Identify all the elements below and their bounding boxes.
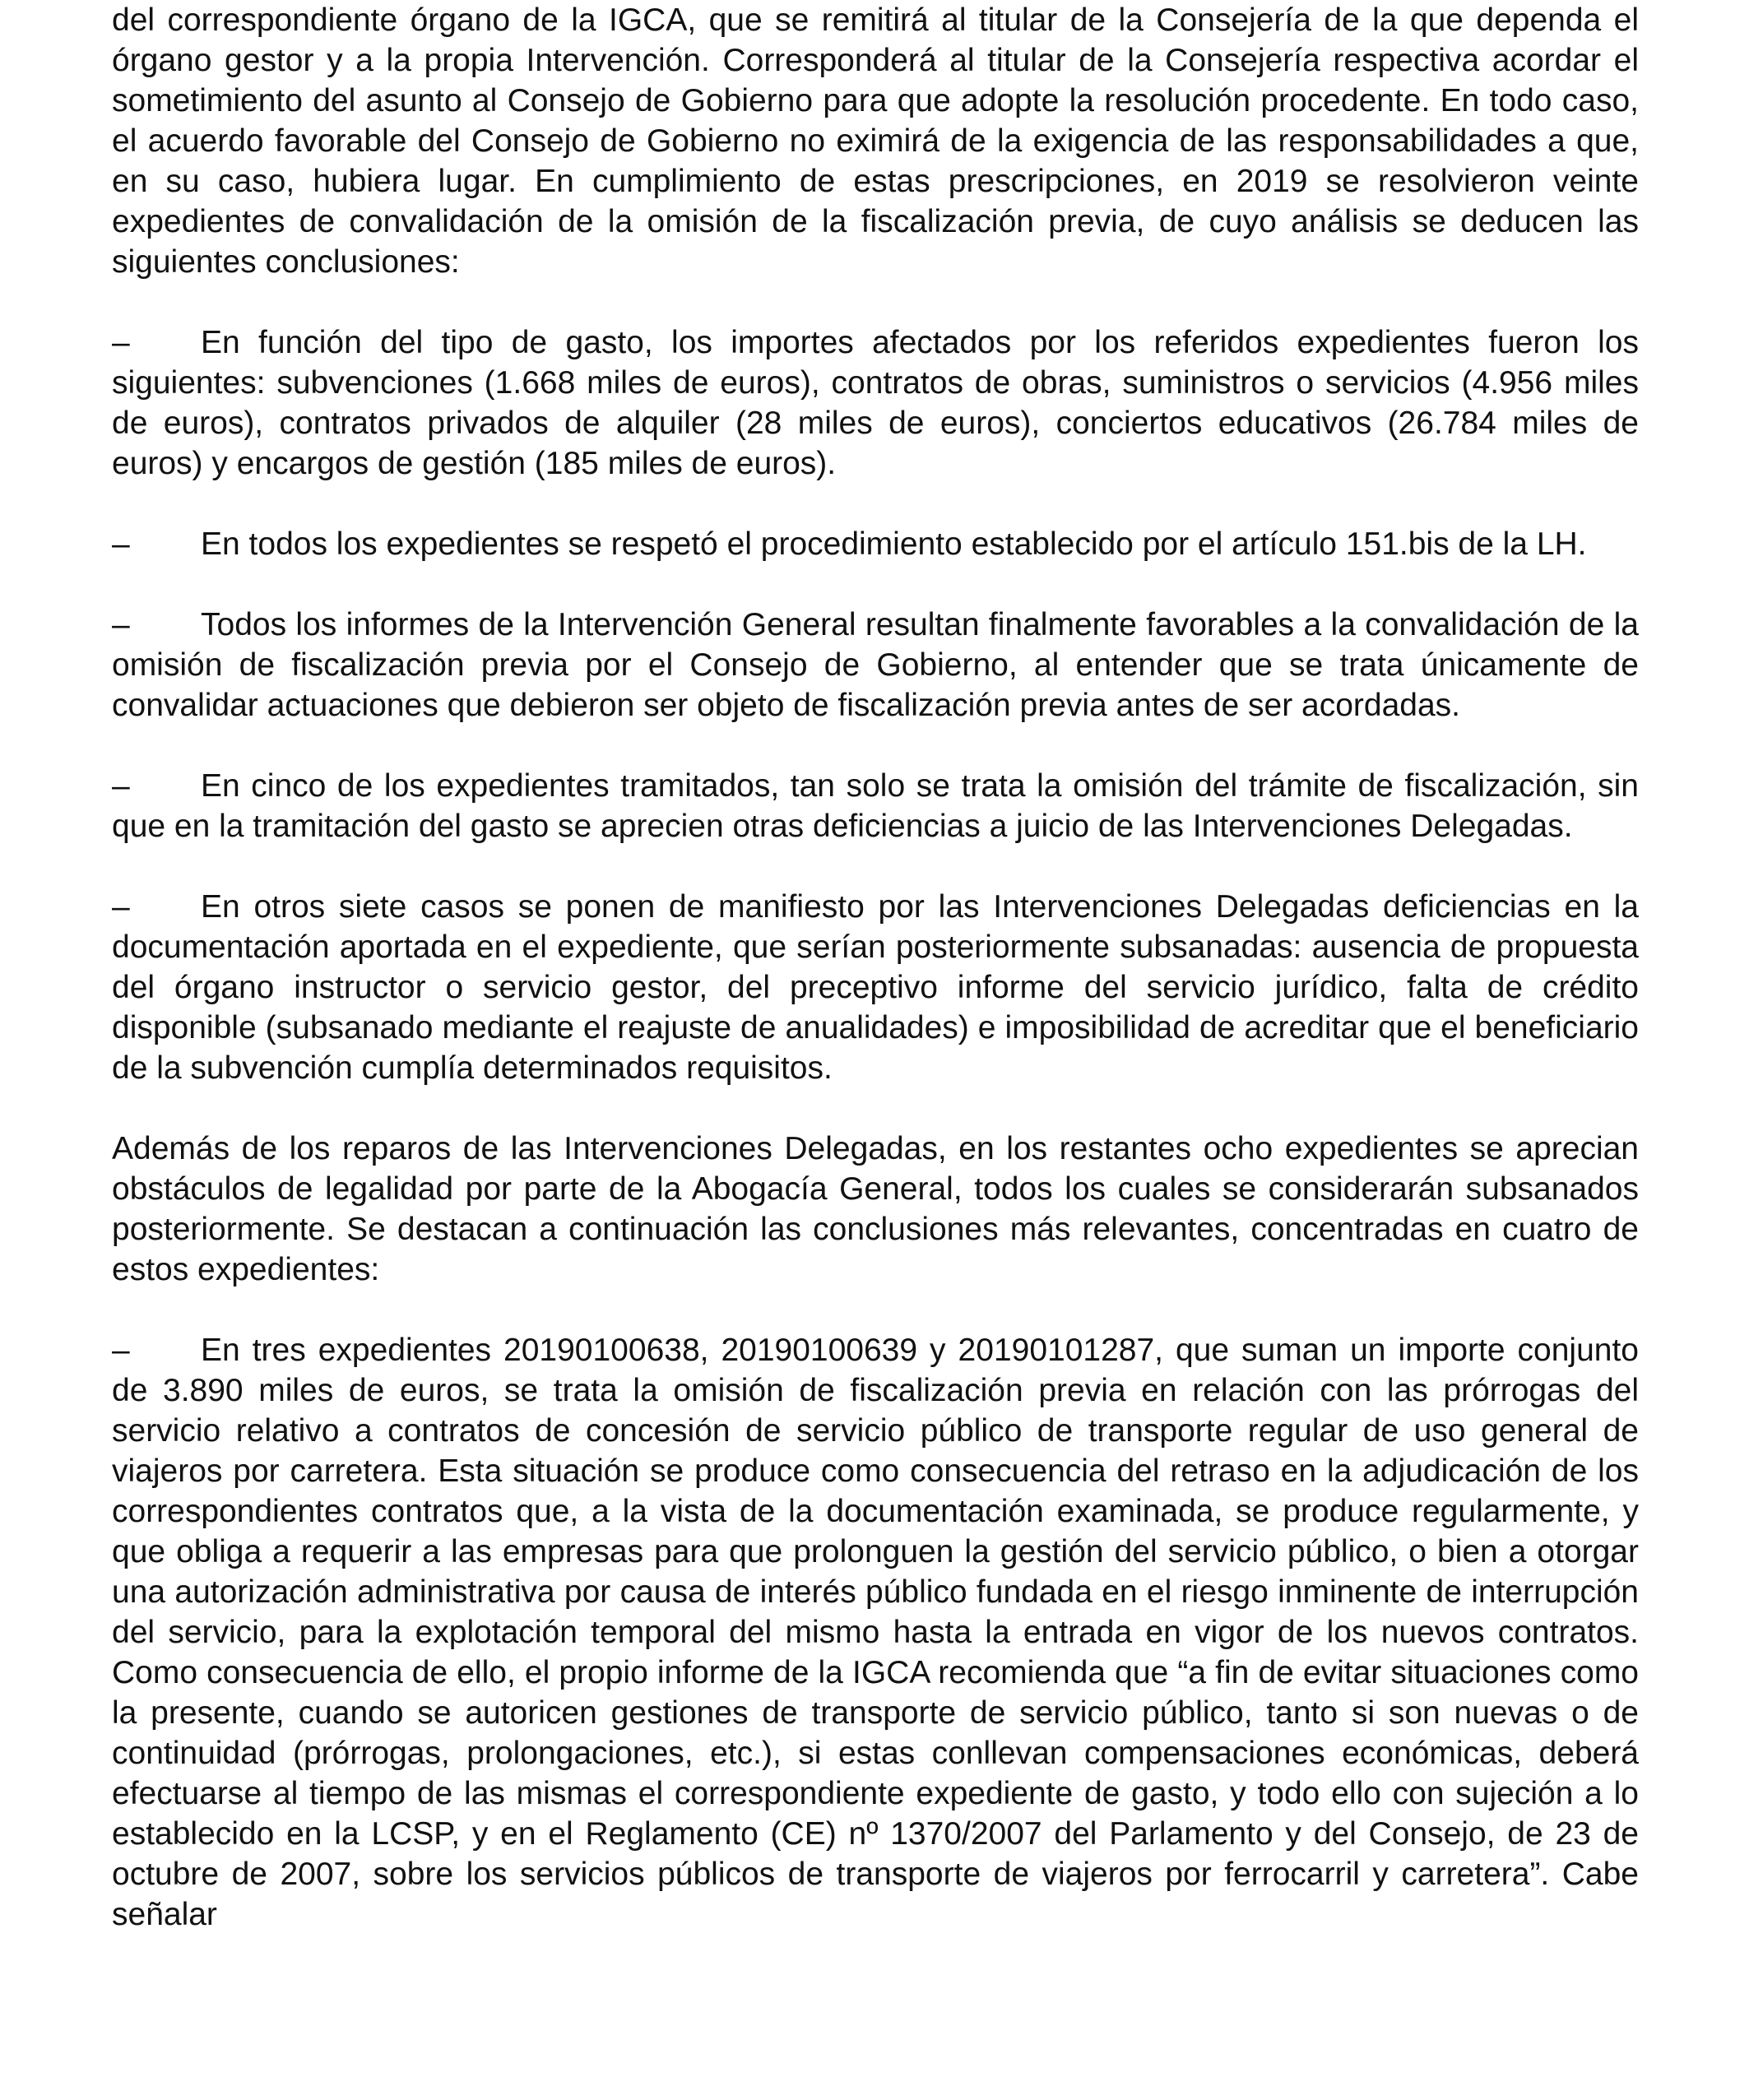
list-item-text: En todos los expedientes se respetó el procedimiento establecido por el artículo 151.bis de la LH. bbox=[201, 526, 1587, 562]
dash-bullet-icon: – bbox=[112, 768, 130, 804]
list-item bbox=[112, 322, 1639, 484]
intro-paragraph: del correspondiente órgano de la IGCA, que se remitirá al titular de la Consejería de la que dependa el órgano gestor y a la propia Intervención. Corresponderá al titular de la Consejería respectiva acordar el sometimiento del asunto al Consejo de Gobierno para que adopte la resolución procedente. En todo caso, el acuerdo favorable del Consejo de Gobierno no eximirá de la exigencia de las responsabilidades a que, en su caso, hubiera lugar. En cumplimiento de estas prescripciones, en 2019 se resolvieron veinte expedientes de convalidación de la omisión de la fiscalización previa, de cuyo análisis se deducen las siguientes conclusiones: bbox=[112, 2, 1639, 280]
dash-bullet-icon: – bbox=[112, 889, 130, 925]
list-item-text: En otros siete casos se ponen de manifiesto por las Intervenciones Delegadas deficiencias en la documentación aportada en el expediente, que serían posteriormente subsanadas: ausencia de propuesta del órgano instructor o servicio gestor, del preceptivo informe del servicio jurídico, falta de crédito disponible (subsanado mediante el reajuste de anualidades) e imposibilidad de acreditar que el beneficiario de la subvención cumplía determinados requisitos. bbox=[112, 889, 1639, 1086]
list-item bbox=[112, 766, 1639, 846]
document-page bbox=[112, 0, 1639, 1935]
dash-bullet-icon: – bbox=[112, 325, 130, 360]
list-item bbox=[112, 524, 1639, 564]
list-item-text: Todos los informes de la Intervención General resultan finalmente favorables a la convalidación de la omisión de fiscalización previa por el Consejo de Gobierno, al entender que se trata únicamente de convalidar actuaciones que debieron ser objeto de fiscalización previa antes de ser acordadas. bbox=[112, 607, 1639, 723]
list-item bbox=[112, 605, 1639, 725]
dash-bullet-icon: – bbox=[112, 526, 130, 562]
body-paragraph: Además de los reparos de las Intervenciones Delegadas, en los restantes ocho expedientes se aprecian obstáculos de legalidad por parte de la Abogacía General, todos los cuales se considerarán subsanados posteriormente. Se destacan a continuación las conclusiones más relevantes, concentradas en cuatro de estos expedientes: bbox=[112, 1131, 1639, 1287]
list-item-text: En función del tipo de gasto, los importes afectados por los referidos expedientes fueron los siguientes: subvenciones (1.668 miles de euros), contratos de obras, suministros o servicios (4.956 miles de euros), contratos privados de alquiler (28 miles de euros), conciertos educativos (26.784 miles de euros) y encargos de gestión (185 miles de euros). bbox=[112, 325, 1639, 481]
dash-bullet-icon: – bbox=[112, 607, 130, 642]
list-item bbox=[112, 887, 1639, 1088]
dash-bullet-icon: – bbox=[112, 1333, 130, 1368]
list-item-text: En tres expedientes 20190100638, 20190100639 y 20190101287, que suman un importe conjunto de 3.890 miles de euros, se trata la omisión de fiscalización previa en relación con las prórrogas del servicio relativo a contratos de concesión de servicio público de transporte regular de uso general de viajeros por carretera. Esta situación se produce como consecuencia del retraso en la adjudicación de los correspondientes contratos que, a la vista de la documentación examinada, se produce regularmente, y que obliga a requerir a las empresas para que prolonguen la gestión del servicio público, o bien a otorgar una autorización administrativa por causa de interés público fundada en el riesgo inminente de interrupción del servicio, para la explotación temporal del mismo hasta la entrada en vigor de los nuevos contratos. Como consecuencia de ello, el propio informe de la IGCA recomienda que “a fin de evitar situaciones como la presente, cuando se autoricen gestiones de transporte de servicio público, tanto si son nuevas o de continuidad (prórrogas, prolongaciones, etc.), si estas conllevan compensaciones económicas, deberá efectuarse al tiempo de las mismas el correspondiente expediente de gasto, y todo ello con sujeción a lo establecido en la LCSP, y en el Reglamento (CE) nº 1370/2007 del Parlamento y del Consejo, de 23 de octubre de 2007, sobre los servicios públicos de transporte de viajeros por ferrocarril y carretera”. Cabe señalar bbox=[112, 1333, 1639, 1932]
list-item-text: En cinco de los expedientes tramitados, tan solo se trata la omisión del trámite de fiscalización, sin que en la tramitación del gasto se aprecien otras deficiencias a juicio de las Intervenciones Delegadas. bbox=[112, 768, 1639, 844]
list-item bbox=[112, 1330, 1639, 1935]
